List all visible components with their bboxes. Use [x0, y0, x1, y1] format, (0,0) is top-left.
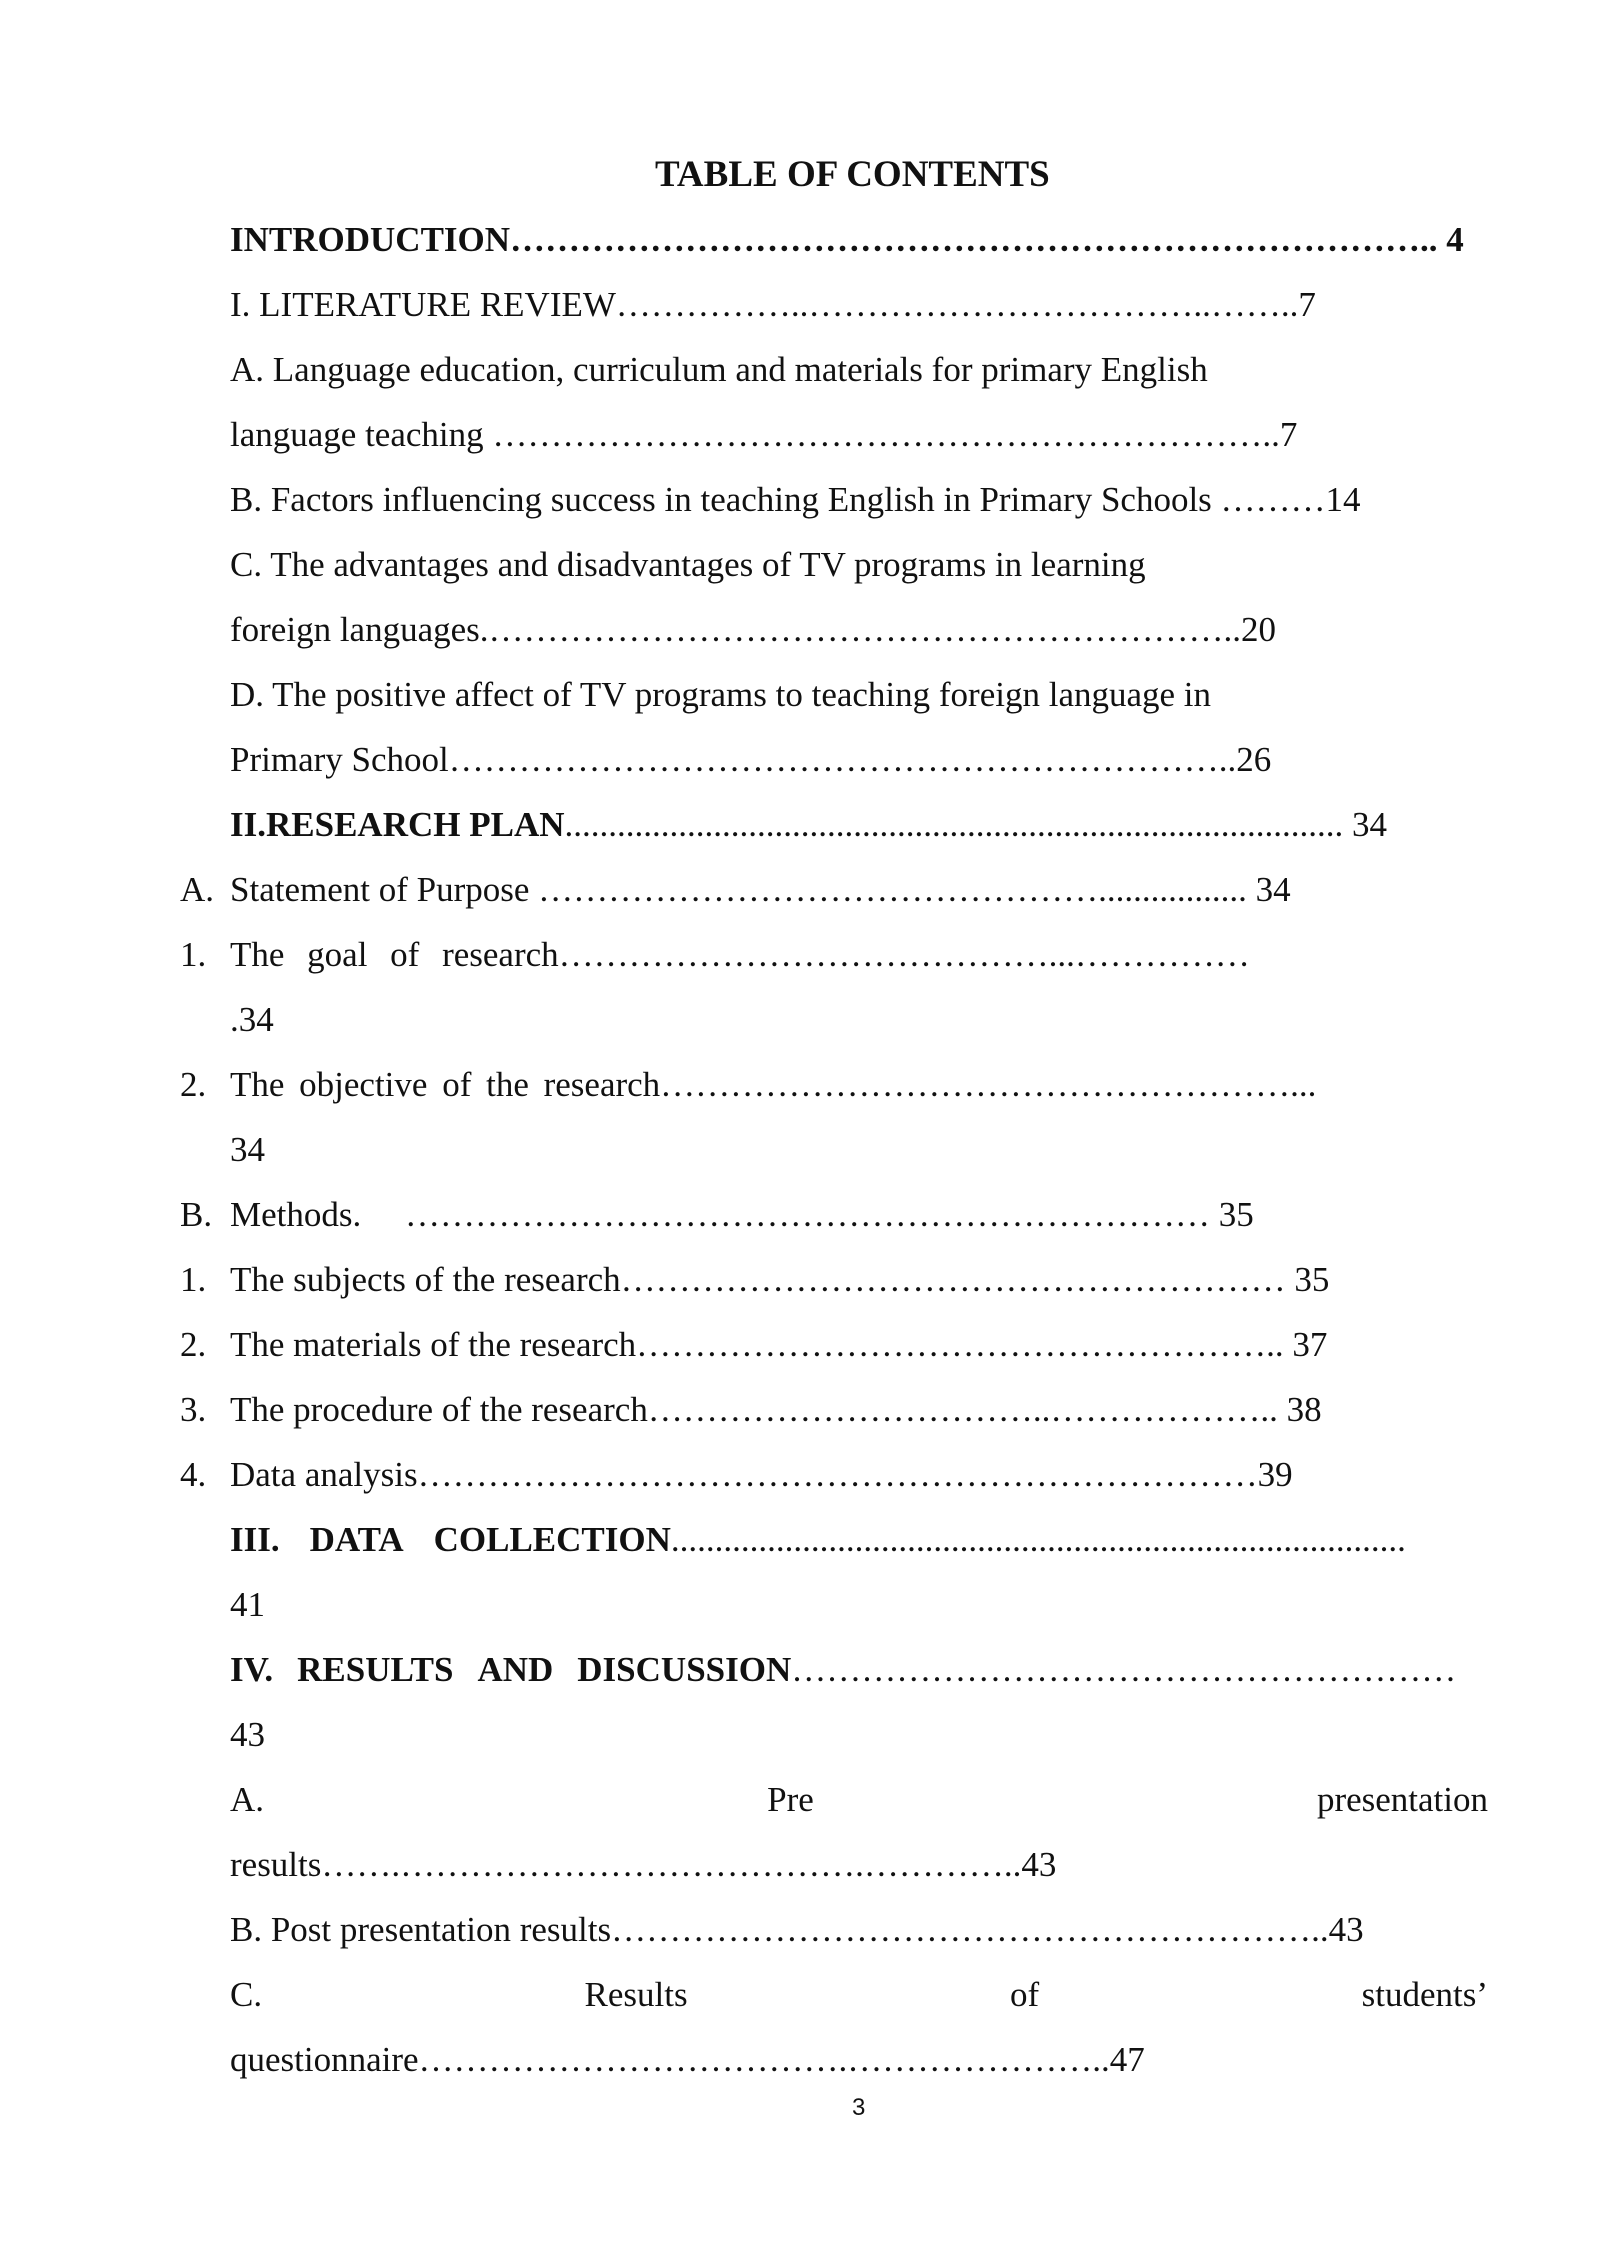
toc-entry-text: The subjects of the research………………………………………………… 35	[230, 1260, 1330, 1299]
toc-entry-label: 3.	[180, 1390, 207, 1429]
toc-entry-text: Statement of Purpose …………………………………………................. 34	[230, 870, 1291, 909]
toc-entry-text: Primary School…………………………………………………………..26	[230, 740, 1272, 779]
toc-entry-word: of	[1010, 1975, 1040, 2014]
toc-entry-questionnaire-line1[interactable]	[230, 1970, 1488, 2020]
toc-entry-word: presentation	[1316, 1780, 1488, 1819]
toc-entry-objective[interactable]	[230, 1060, 1316, 1110]
toc-entry-literature-review[interactable]	[230, 280, 1316, 330]
page-number: 3	[852, 2094, 866, 2121]
toc-entry-leader: …………………………………………………	[791, 1650, 1457, 1689]
toc-entry-word: COLLECTION	[433, 1520, 671, 1559]
toc-entry-language-education-line1[interactable]	[230, 345, 1208, 395]
toc-entry-bold-text: II.RESEARCH PLAN	[230, 805, 565, 844]
toc-entry-language-education-line2[interactable]	[230, 410, 1297, 460]
toc-entry-label: B.	[180, 1195, 213, 1234]
toc-entry-post-presentation[interactable]	[230, 1905, 1364, 1955]
toc-entry-introduction[interactable]	[230, 215, 1464, 265]
toc-entry-word: III.	[230, 1520, 280, 1559]
toc-entry-page-number: 41	[230, 1585, 265, 1624]
toc-entry-text: I. LITERATURE REVIEW……………..……………………………..……..7	[230, 285, 1316, 324]
toc-entry-tv-advantages-line1[interactable]	[230, 540, 1146, 590]
toc-entry-results-discussion[interactable]	[230, 1645, 1488, 1695]
toc-entry-data-collection[interactable]	[230, 1515, 1488, 1565]
toc-entry-label: 1.	[180, 935, 207, 974]
toc-entry-word: IV.	[230, 1650, 274, 1689]
toc-entry-materials[interactable]	[230, 1320, 1327, 1370]
toc-entry-word: Results	[584, 1975, 688, 2014]
toc-entry-leader: ....................................................................................	[670, 1520, 1406, 1559]
toc-entry-text: B. Factors influencing success in teaching English in Primary Schools ………14	[230, 480, 1361, 519]
toc-entry-label: 1.	[180, 1260, 207, 1299]
toc-entry-questionnaire-line2[interactable]	[230, 2035, 1145, 2085]
toc-entry-text: C. The advantages and disadvantages of TV programs in learning	[230, 545, 1146, 584]
toc-entry-word: students’	[1361, 1975, 1488, 2014]
toc-entry-subjects[interactable]	[230, 1255, 1329, 1305]
toc-entry-pre-presentation-line2[interactable]	[230, 1840, 1056, 1890]
toc-entry-text: D. The positive affect of TV programs to teaching foreign language in	[230, 675, 1212, 714]
toc-entry-text: INTRODUCTION…………………………………………………………………….. 4	[230, 220, 1464, 259]
toc-entry-word: DATA	[309, 1520, 404, 1559]
toc-entry-factors-success[interactable]	[230, 475, 1361, 525]
toc-entry-text: The procedure of the research……………………………..……………….. 38	[230, 1390, 1322, 1429]
toc-entry-methods[interactable]	[230, 1190, 1254, 1240]
toc-entry-word: AND	[477, 1650, 554, 1689]
toc-entry-text: Data analysis………………………………………………………………39	[230, 1455, 1293, 1494]
toc-entry-text: The objective of the research………………………………………………...	[230, 1065, 1317, 1104]
toc-entry-statement-of-purpose[interactable]	[230, 865, 1291, 915]
toc-entry-text: Methods. …………………………………………………………… 35	[230, 1195, 1254, 1234]
toc-entry-word: Pre	[767, 1780, 814, 1819]
toc-entry-word: RESULTS	[297, 1650, 454, 1689]
toc-entry-procedure[interactable]	[230, 1385, 1322, 1435]
toc-entry-label: 2.	[180, 1325, 207, 1364]
toc-entry-page-number: .34	[230, 1000, 274, 1039]
toc-entry-text: language teaching …………………………………………………………..7	[230, 415, 1298, 454]
toc-entry-text: A. Language education, curriculum and materials for primary English	[230, 350, 1208, 389]
toc-entry-text: results…….………………………………….…………..43	[230, 1845, 1057, 1884]
toc-entry-label: A.	[180, 870, 215, 909]
toc-entry-tv-advantages-line2[interactable]	[230, 605, 1276, 655]
toc-title: TABLE OF CONTENTS	[655, 154, 1050, 195]
toc-entry-text: The materials of the research……………………………………………….. 37	[230, 1325, 1328, 1364]
toc-entry-positive-affect-line1[interactable]	[230, 670, 1211, 720]
toc-entry-label: 4.	[180, 1455, 207, 1494]
toc-entry-word: C.	[230, 1975, 263, 2014]
toc-entry-positive-affect-line2[interactable]	[230, 735, 1271, 785]
toc-entry-research-plan[interactable]	[230, 800, 1387, 850]
toc-entry-page-number: 34	[230, 1130, 265, 1169]
toc-entry-word: DISCUSSION	[577, 1650, 792, 1689]
toc-entry-word: A.	[230, 1780, 265, 1819]
toc-entry-page-number: 43	[230, 1715, 265, 1754]
toc-entry-text: questionnaire……………………………….…………………..47	[230, 2040, 1145, 2079]
toc-entry-leader: ......................................................................................... 34	[564, 805, 1387, 844]
toc-entry-pre-presentation-line1[interactable]	[230, 1775, 1488, 1825]
toc-entry-text: The goal of research……………………………………...……………	[230, 935, 1250, 974]
toc-entry-data-analysis[interactable]	[230, 1450, 1293, 1500]
toc-entry-label: 2.	[180, 1065, 207, 1104]
toc-entry-goal[interactable]	[230, 930, 1250, 980]
toc-entry-text: foreign languages.………………………………………………………..20	[230, 610, 1277, 649]
toc-entry-text: B. Post presentation results……………………………………………………..43	[230, 1910, 1364, 1949]
